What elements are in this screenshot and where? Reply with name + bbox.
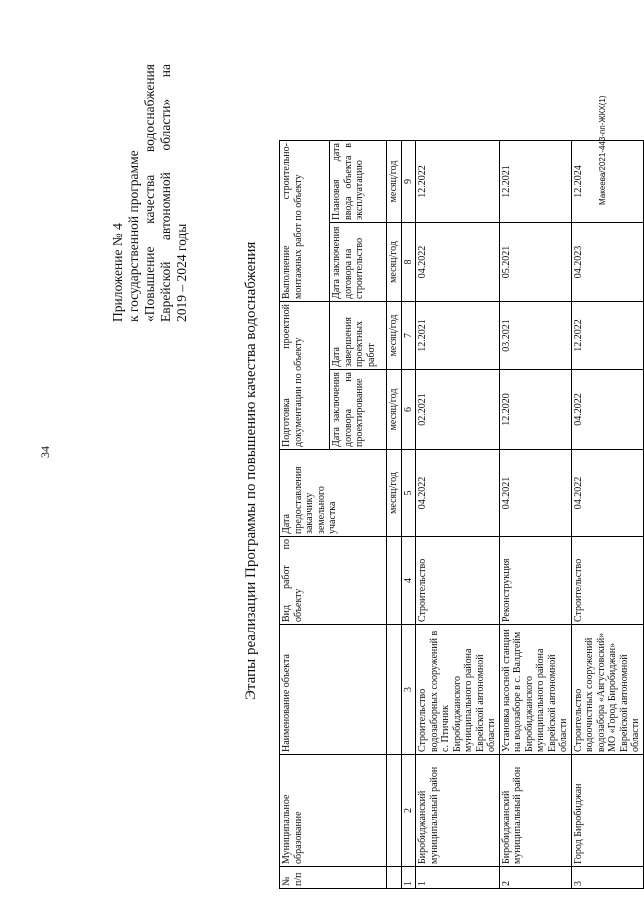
row-construction-contract: 04.2022 <box>416 223 500 302</box>
row-work-type: Строительство <box>571 537 643 625</box>
header-design-group: Подготовка проектной документации по объекту <box>280 302 330 450</box>
row-land-date: 04.2022 <box>571 450 643 537</box>
appendix-line-4: Еврейской автономной области» на <box>158 64 173 322</box>
appendix-line-2: к государственной программе <box>126 150 141 322</box>
row-land-date: 04.2022 <box>416 450 500 537</box>
unit-cell: месяц/год <box>387 450 402 537</box>
table-row <box>499 141 571 889</box>
header-land-date: Дата предоставления заказчику земельного участка <box>280 450 387 537</box>
unit-cell: месяц/год <box>387 370 402 450</box>
row-design-contract: 04.2022 <box>571 370 643 450</box>
row-object-name: Установка насосной станции на водозаборе в с. Валдгейм Биробиджанского муниципального района Еврейской автономной области <box>499 625 571 755</box>
unit-cell: месяц/год <box>387 223 402 302</box>
row-municipality: Город Биробиджан <box>571 755 643 867</box>
row-commissioning: 12.2022 <box>416 141 500 223</box>
row-design-contract: 12.2020 <box>499 370 571 450</box>
row-design-completion: 12.2022 <box>571 302 643 370</box>
header-object-name: Наименование объекта <box>280 625 387 755</box>
row-construction-contract: 04.2023 <box>571 223 643 302</box>
row-municipality: Биробиджанский муниципальный район <box>416 755 500 867</box>
header-municipality: Муниципальное образование <box>280 755 387 867</box>
row-commissioning: 12.2021 <box>499 141 571 223</box>
stages-table <box>279 140 644 889</box>
header-commissioning: Плановая дата ввода объекта в эксплуатацию <box>330 141 387 223</box>
column-number: 7 <box>401 302 416 370</box>
column-number: 5 <box>401 450 416 537</box>
header-num: № п/п <box>280 867 387 889</box>
row-construction-contract: 05.2021 <box>499 223 571 302</box>
appendix-header <box>110 64 190 322</box>
column-number: 4 <box>401 537 416 625</box>
table-row <box>571 141 643 889</box>
header-design-completion: Дата завершения проектных работ <box>330 302 387 370</box>
header-construction-group: Выполнение строительно-монтажных работ по объекту <box>280 141 330 302</box>
row-num: 2 <box>499 867 571 889</box>
header-design-contract: Дата заключения договора на проектирование <box>330 370 387 450</box>
column-number: 1 <box>401 867 416 889</box>
header-construction-contract: Дата заключения договора на строительство <box>330 223 387 302</box>
row-num: 3 <box>571 867 643 889</box>
header-work-type: Вид работ по объекту <box>280 537 387 625</box>
row-object-name: Строительство водоочистных сооружений водозабора «Августовский» МО «Город Биробиджан» Еврейской автономной области <box>571 625 643 755</box>
table-row <box>416 141 500 889</box>
row-work-type: Реконструкция <box>499 537 571 625</box>
column-number: 6 <box>401 370 416 450</box>
appendix-line-1: Приложение № 4 <box>110 223 125 322</box>
unit-cell: месяц/год <box>387 141 402 223</box>
appendix-line-3: «Повышение качества водоснабжения <box>142 64 157 322</box>
column-number: 2 <box>401 755 416 867</box>
row-municipality: Биробиджанский муниципальный район <box>499 755 571 867</box>
unit-cell: месяц/год <box>387 302 402 370</box>
row-design-completion: 12.2021 <box>416 302 500 370</box>
document-title: Этапы реализации Программы по повышению качества водоснабжения <box>243 241 259 700</box>
row-num: 1 <box>416 867 500 889</box>
column-number: 8 <box>401 223 416 302</box>
row-design-completion: 03.2021 <box>499 302 571 370</box>
column-number: 9 <box>401 141 416 223</box>
column-number: 3 <box>401 625 416 755</box>
row-commissioning: 12.2024 <box>571 141 643 223</box>
row-object-name: Строительство водозаборных сооружений в с. Птичник Биробиджанского муниципального района Еврейской автономной области <box>416 625 500 755</box>
page-number: 34 <box>38 446 52 458</box>
appendix-line-5: 2019 – 2024 годы <box>174 223 189 322</box>
row-design-contract: 02.2021 <box>416 370 500 450</box>
row-work-type: Строительство <box>416 537 500 625</box>
document-code: Макеева/2021-443-пп-ЖКХ(1) <box>598 95 607 205</box>
row-land-date: 04.2021 <box>499 450 571 537</box>
